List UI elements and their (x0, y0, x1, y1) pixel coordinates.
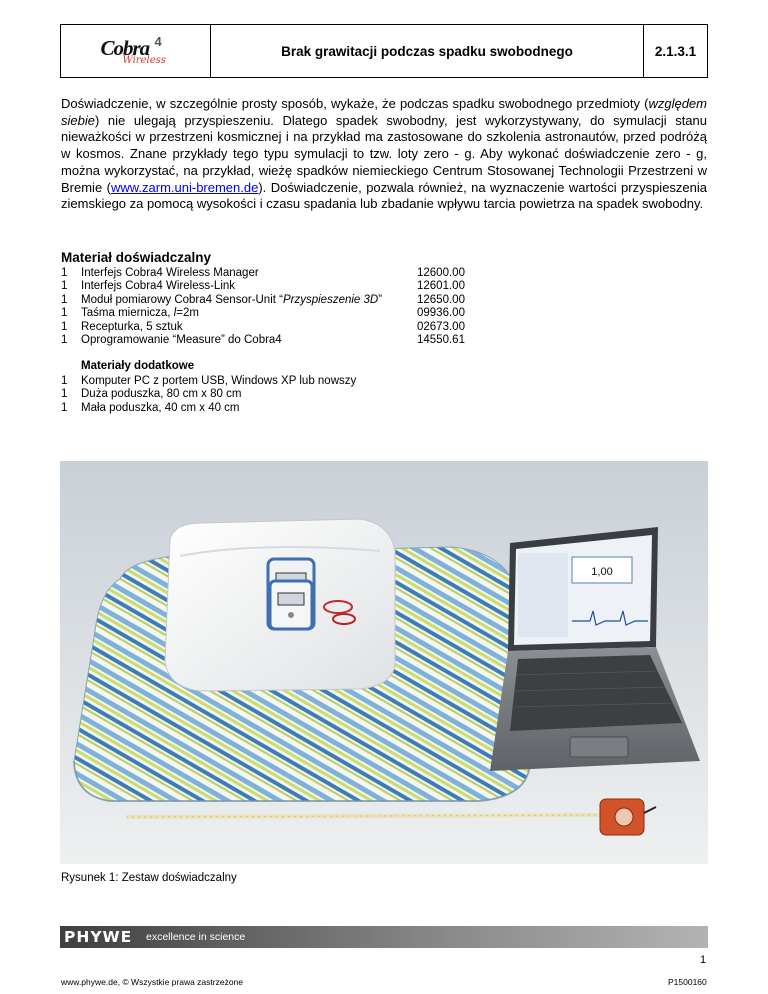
footer-tagline: excellence in science (146, 931, 246, 943)
item-name: Komputer PC z portem USB, Windows XP lub nowszy (81, 374, 357, 387)
page-number: 1 (700, 954, 707, 966)
item-qty: 1 (61, 334, 68, 347)
intro-text-2: ) nie ulegają przyspieszeniu. Dlatego spadek swobodny, jest wykorzystywany, do symulacji stanu nieważkości w przestrzeni kosmicznej i na przykład ma zastosowane do szkolenia astronautów, przed podróżą w kosmos. Znane przykłady tego typu symulacji to tzw. loty zero - g. Aby wykonać doświadczenie zero - g, można wykorzystać, na przykład, wieżę spadków niemieckiego Centrum Stosowanej Technologii Przestrzeni w Bremie ( (61, 112, 707, 195)
document-title: Brak grawitacji podczas spadku swobodnego (281, 43, 573, 59)
item-qty: 1 (61, 401, 68, 414)
logo-main-text: Cobra (100, 36, 150, 60)
figure-caption: Rysunek 1: Zestaw doświadczalny (61, 872, 237, 884)
intro-italic: względem siebie (61, 96, 707, 128)
logo-number: 4 (154, 34, 162, 49)
list-item (61, 375, 521, 388)
screen-value: 1,00 (591, 566, 613, 578)
document-code: 2.1.3.1 (643, 25, 707, 77)
page-header (60, 24, 708, 78)
cobra4-logo (61, 25, 211, 77)
item-name: Recepturka, 5 sztuk (81, 320, 183, 333)
list-item (61, 388, 521, 401)
zarm-link[interactable]: www.zarm.uni-bremen.de (110, 179, 259, 195)
item-qty: 1 (61, 267, 68, 279)
item-qty: 1 (61, 320, 68, 333)
item-name: Oprogramowanie “Measure” do Cobra4 (81, 334, 282, 347)
list-item (61, 321, 521, 334)
intro-text-1: Doświadczenie, w szczególnie prosty sposób, wykaże, że podczas spadku swobodnego przedmioty ( (61, 96, 649, 111)
list-item (61, 294, 521, 307)
item-name: Interfejs Cobra4 Wireless-Link (81, 280, 236, 293)
item-code: 09936.00 (417, 307, 465, 320)
materials-list (61, 267, 521, 415)
list-item (61, 280, 521, 293)
list-item (61, 267, 521, 280)
item-qty: 1 (61, 307, 68, 320)
item-name: Moduł pomiarowy Cobra4 Sensor-Unit “Przyspieszenie 3D” (81, 293, 383, 306)
footer-website: www.phywe.de, © Wszystkie prawa zastrzeżone (61, 977, 243, 987)
phywe-logo: PHYWE (64, 928, 133, 946)
footer-bar (60, 926, 708, 948)
item-qty: 1 (61, 280, 68, 293)
footer-product-code: P1500160 (668, 977, 707, 987)
materials-heading: Materiał doświadczalny (61, 250, 212, 265)
intro-paragraph (61, 96, 707, 213)
experiment-photo (60, 461, 708, 864)
item-code: 02673.00 (417, 320, 465, 333)
item-name: Interfejs Cobra4 Wireless Manager (81, 267, 259, 279)
item-name: Mała poduszka, 40 cm x 40 cm (81, 401, 240, 414)
list-item (61, 307, 521, 320)
list-item (61, 334, 521, 347)
additional-materials-heading: Materiały dodatkowe (81, 360, 195, 373)
item-name: Duża poduszka, 80 cm x 80 cm (81, 388, 242, 401)
item-code: 12601.00 (417, 280, 465, 293)
list-item (61, 402, 521, 415)
intro-text-3: ). Doświadczenie, pozwala również, na wyznaczenie wartości przyspieszenia ziemskiego za pomocą wysokości i czasu spadania lub zbadanie wpływu tarcia powietrza na spadek swobodny. (61, 179, 708, 212)
item-code: 12650.00 (417, 293, 465, 306)
logo-sub-text: Wireless (122, 55, 166, 66)
item-name: Taśma miernicza, l=2m (81, 307, 199, 320)
item-qty: 1 (61, 293, 68, 306)
item-code: 12600.00 (417, 267, 465, 279)
item-code: 14550.61 (417, 334, 465, 347)
item-qty: 1 (61, 388, 68, 401)
item-qty: 1 (61, 374, 68, 387)
